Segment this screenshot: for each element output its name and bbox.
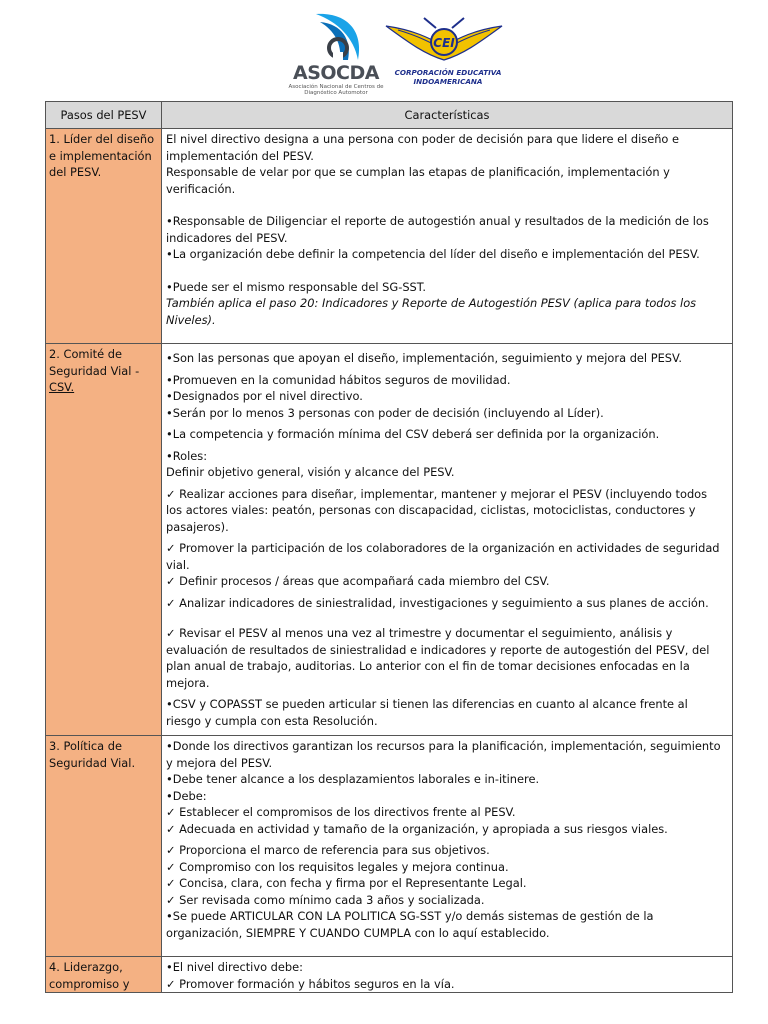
row2-text: •Promueven en la comunidad hábitos seguros de movilidad. [166, 372, 511, 387]
step-label: 2. Comité de Seguridad Vial - [49, 347, 140, 378]
row2-text: •Roles: [166, 448, 208, 463]
content-cell [162, 736, 733, 957]
row3-text: •Se puede ARTICULAR CON LA POLITICA SG-SST y/o demás sistemas de gestión de la organización, SIEMPRE Y CUANDO CUMPLA con lo aquí establecido. [166, 909, 654, 940]
row2-text: •Designados por el nivel directivo. [166, 389, 363, 403]
row3-check: ✓ Compromiso con los requisitos legales y mejora continua. [166, 859, 509, 874]
row3-text: •Debe tener alcance a los desplazamientos laborales e in-itinere. [166, 772, 540, 786]
content-cell [162, 129, 733, 344]
row1-note: También aplica el paso 20: Indicadores y Reporte de Autogestión PESV (aplica para todos los Niveles). [166, 296, 697, 327]
row1-text: Responsable de velar por que se cumplan las etapas de planificación, implementación y verificación. [166, 165, 670, 196]
row2-text: •La competencia y formación mínima del CSV deberá ser definida por la organización. [166, 427, 660, 441]
row2-check: ✓ Definir procesos / áreas que acompañará cada miembro del CSV. [166, 574, 550, 588]
row3-check: ✓ Establecer el compromisos de los directivos frente al PESV. [166, 805, 516, 819]
cei-name: CORPORACIÓN EDUCATIVA INDOAMERICANA [394, 68, 502, 86]
row1-text: •Puede ser el mismo responsable del SG-SST. [166, 279, 427, 294]
header-pasos: Pasos del PESV [46, 102, 162, 129]
row2-text: •Son las personas que apoyan el diseño, implementación, seguimiento y mejora del PESV. [166, 351, 682, 365]
row4-text: •El nivel directivo debe: [166, 960, 303, 974]
row2-text: •Serán por lo menos 3 personas con poder de decisión (incluyendo al Líder). [166, 405, 604, 420]
row3-text: •Debe: [166, 788, 207, 803]
header-caracteristicas: Características [162, 102, 733, 129]
asocda-logo [286, 12, 396, 98]
cei-mark: CEI [433, 36, 455, 50]
row2-check: ✓ Promover la participación de los colaboradores de la organización en actividades de seguridad vial. [166, 541, 720, 572]
cei-wings-icon [384, 12, 504, 68]
table-row [46, 344, 733, 736]
row1-text: El nivel directivo designa a una persona con poder de decisión para que lidere el diseño e implementación del PESV. [166, 132, 680, 163]
asocda-wordmark: ASOCDA [293, 62, 379, 84]
step-cell [46, 344, 162, 736]
asocda-emblem-icon [286, 12, 396, 64]
row2-check: ✓ Revisar el PESV al menos una vez al trimestre y documentar el seguimiento, análisis y evaluación de resultados de siniestralidad e indicadores y reporte de autogestión del PESV, del plan anual de trabajo, auditorias. Lo anterior con el fin de tomar decisiones enfocadas en la mejora. [166, 626, 710, 690]
content-cell [162, 957, 733, 993]
row3-check: ✓ Adecuada en actividad y tamaño de la organización, y apropiada a sus riesgos viales. [166, 821, 668, 836]
table-row [46, 736, 733, 957]
table-row [46, 957, 733, 993]
row2-text: Definir objetivo general, visión y alcance del PESV. [166, 465, 455, 479]
row2-check: ✓ Realizar acciones para diseñar, implementar, mantener y mejorar el PESV (incluyendo todos los actores viales: peatón, personas con discapacidad, ciclistas, motociclistas, conductores y pasajeros). [166, 486, 708, 534]
row3-check: ✓ Proporciona el marco de referencia para sus objetivos. [166, 843, 490, 857]
step-cell: 4. Liderazgo, compromiso y [46, 957, 162, 993]
asocda-subtitle: Asociación Nacional de Centros de Diagnóstico Automotor [288, 84, 384, 96]
row2-check: ✓ Analizar indicadores de siniestralidad, investigaciones y seguimiento a sus planes de acción. [166, 595, 709, 610]
table-header-row [46, 102, 733, 129]
row3-check: ✓ Ser revisada como mínimo cada 3 años y socializada. [166, 892, 485, 907]
row1-text: •Responsable de Diligenciar el reporte de autogestión anual y resultados de la medición de los indicadores del PESV. [166, 214, 709, 245]
content-cell [162, 344, 733, 736]
pesv-table [45, 101, 733, 993]
table-row [46, 129, 733, 344]
row1-text: •La organización debe definir la competencia del líder del diseño e implementación del PESV. [166, 247, 700, 261]
cei-logo [384, 12, 504, 98]
header-logos [0, 8, 768, 98]
row3-check: ✓ Concisa, clara, con fecha y firma por el Representante Legal. [166, 876, 527, 890]
step-cell: 1. Líder del diseño e implementación del PESV. [46, 129, 162, 344]
step-label-csv: CSV. [49, 380, 75, 394]
row4-check: ✓ Promover formación y hábitos seguros en la vía. [166, 976, 455, 991]
row3-text: •Donde los directivos garantizan los recursos para la planificación, implementación, seguimiento y mejora del PESV. [166, 739, 721, 770]
step-cell: 3. Política de Seguridad Vial. [46, 736, 162, 957]
row2-text: •CSV y COPASST se pueden articular si tienen las diferencias en cuanto al alcance frente al riesgo y cumpla con esta Resolución. [166, 697, 688, 728]
